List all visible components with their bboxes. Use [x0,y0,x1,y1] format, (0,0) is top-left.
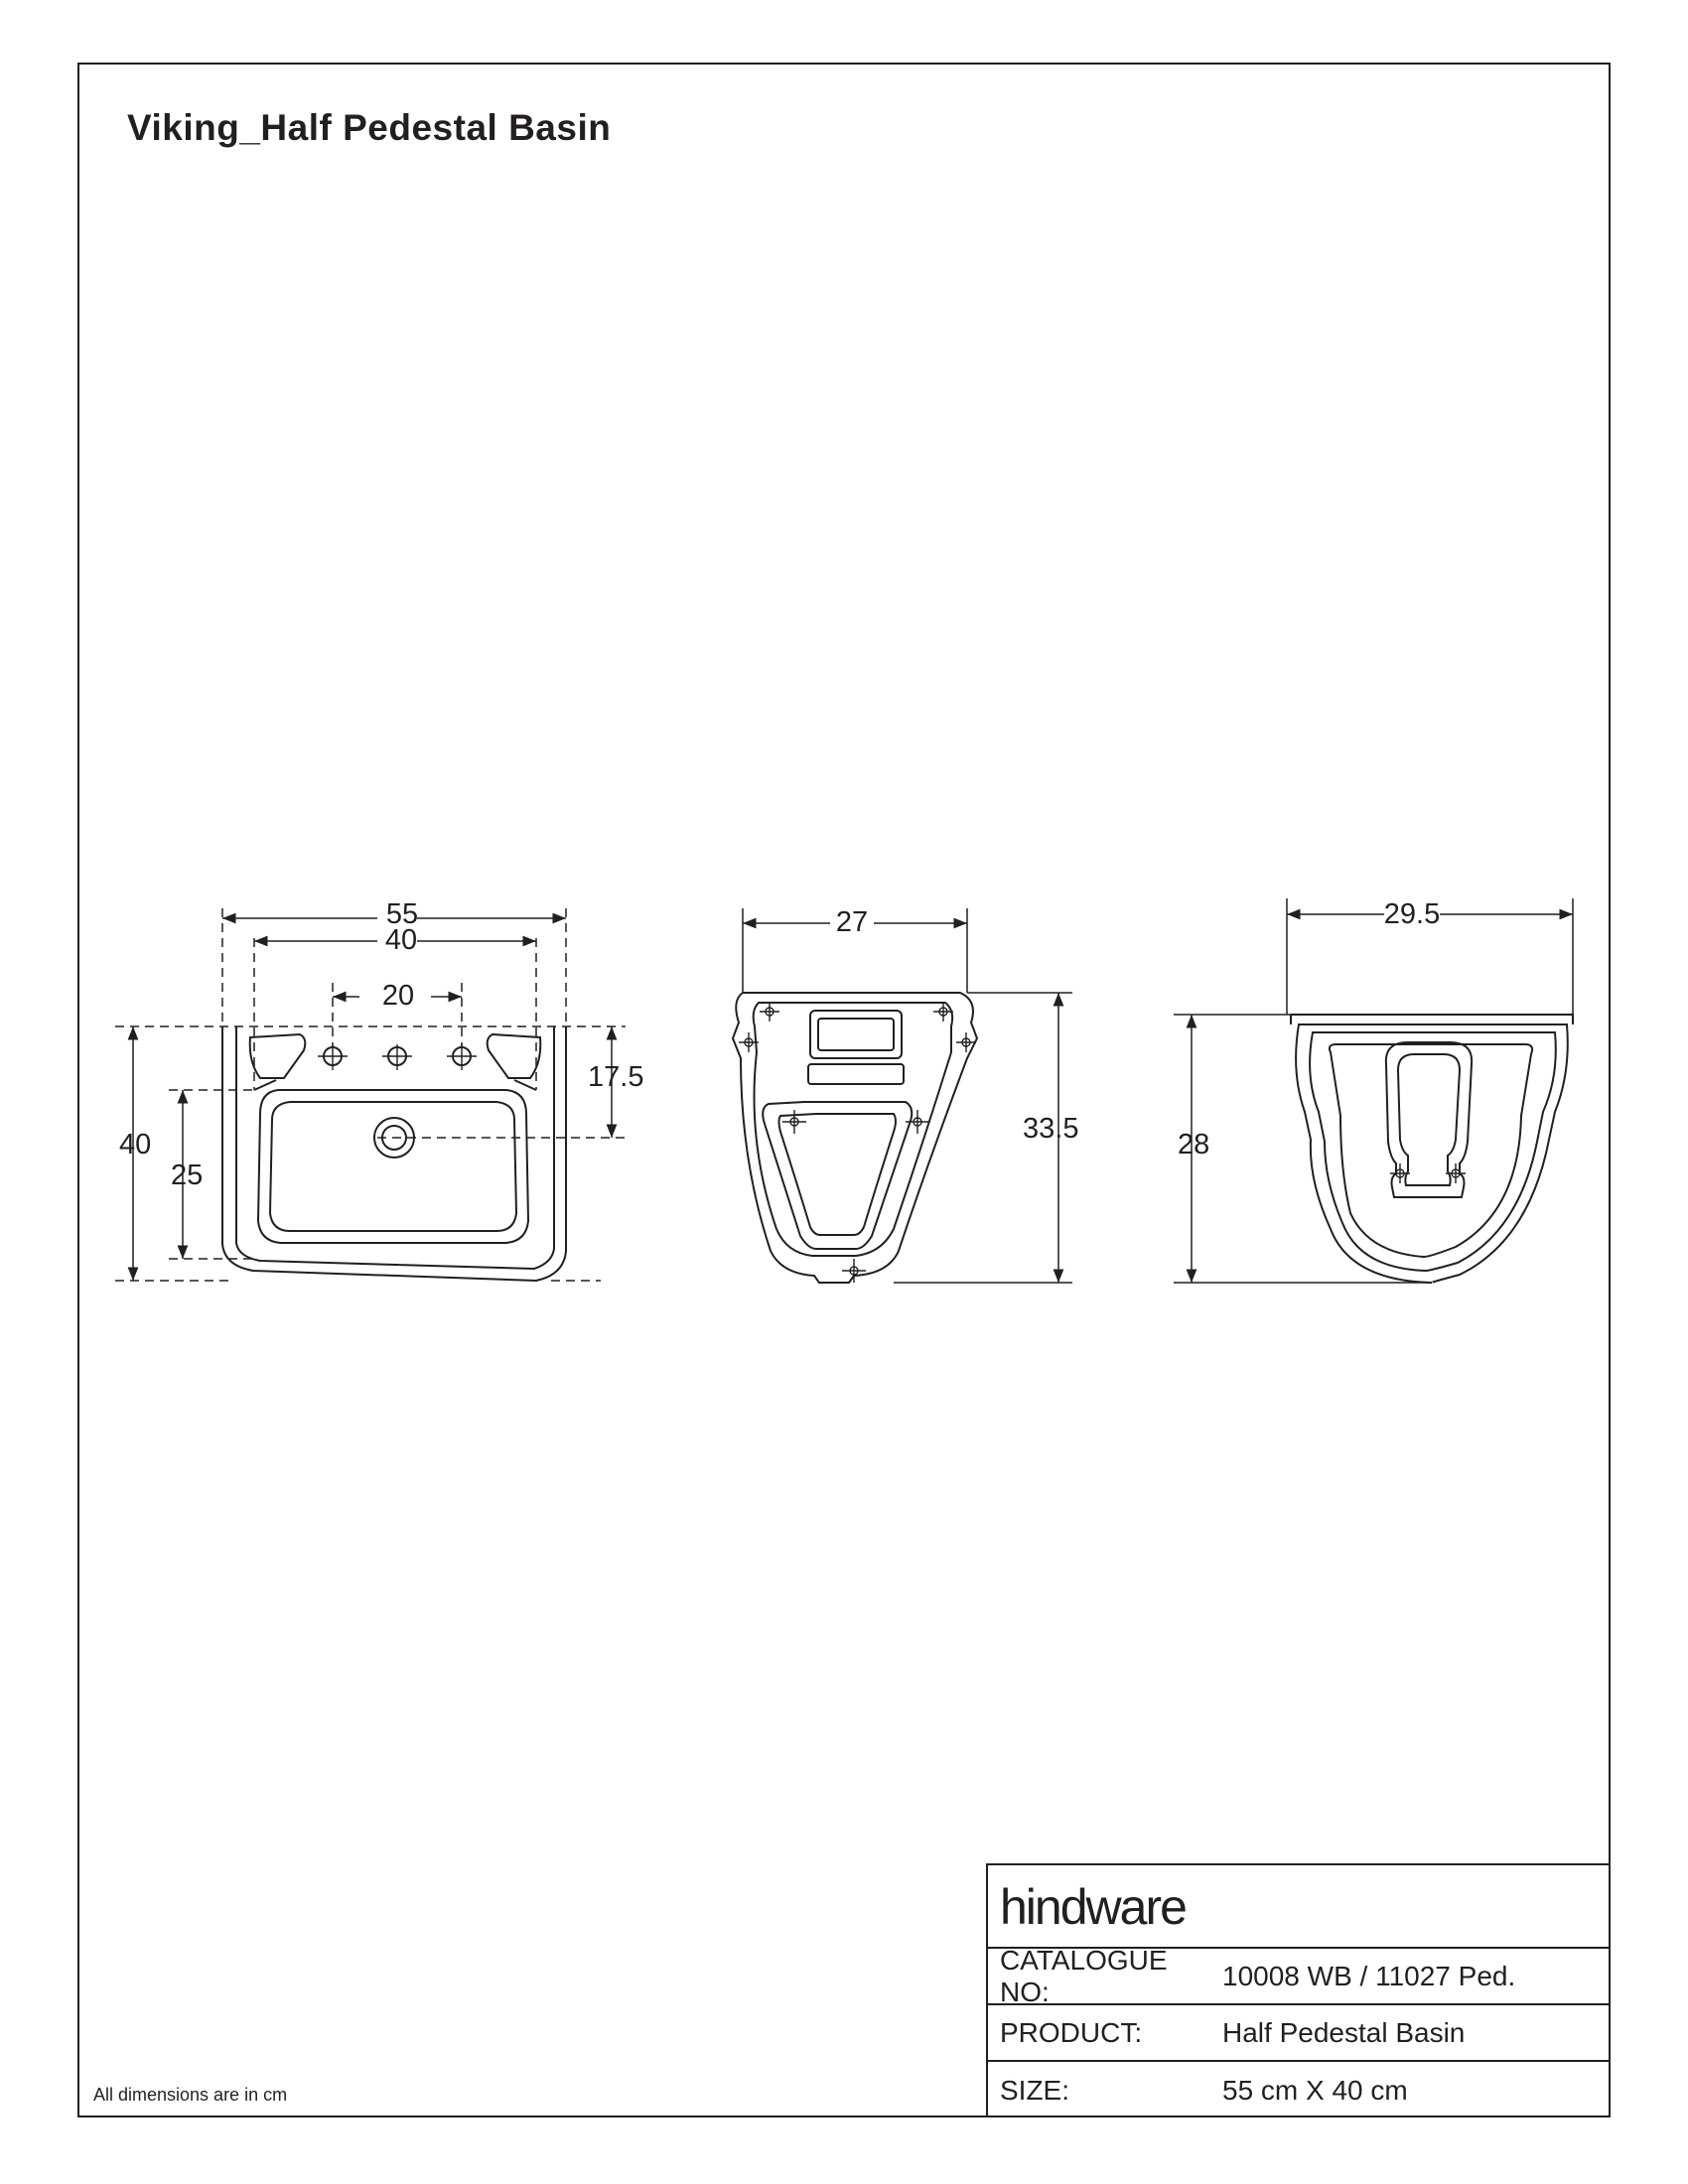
catalogue-value: 10008 WB / 11027 Ped. [1222,1960,1516,1991]
product-value: Half Pedestal Basin [1222,2016,1466,2048]
brand-logo: hindware [988,1865,1609,1949]
size-value: 55 cm X 40 cm [1222,2074,1408,2106]
catalogue-label: CATALOGUE NO: [1000,1944,1168,2007]
dimensions-footnote: All dimensions are in cm [93,2085,288,2105]
side-view-pedestal [733,993,977,1283]
dim-front-height: 40 [119,1129,152,1160]
dim-front-tap-pitch: 20 [381,980,415,1012]
title-block-row-size [988,2062,1609,2118]
dim-top-width: 29.5 [1383,898,1441,930]
title-block [986,1863,1611,2117]
top-view-pedestal [1291,1015,1573,1283]
size-label: SIZE: [1000,2074,1070,2106]
dim-side-height: 33.5 [1023,1113,1079,1145]
dim-front-tap-span: 40 [384,924,418,956]
front-view-basin [222,1026,566,1281]
dim-front-width: 55 [385,898,419,930]
dim-front-waste-height: 25 [171,1160,204,1191]
page-title: Viking_Half Pedestal Basin [127,107,612,148]
dim-top-height: 28 [1178,1129,1210,1160]
top-view-dimensions [1174,898,1573,1283]
product-label: PRODUCT: [1000,2016,1143,2048]
dim-side-top-width: 27 [835,906,869,938]
title-block-row-product [988,2005,1609,2062]
title-block-row-catalogue [988,1944,1609,2007]
front-view-dimensions [115,908,626,1281]
dim-front-bowl-depth: 17.5 [588,1061,644,1093]
